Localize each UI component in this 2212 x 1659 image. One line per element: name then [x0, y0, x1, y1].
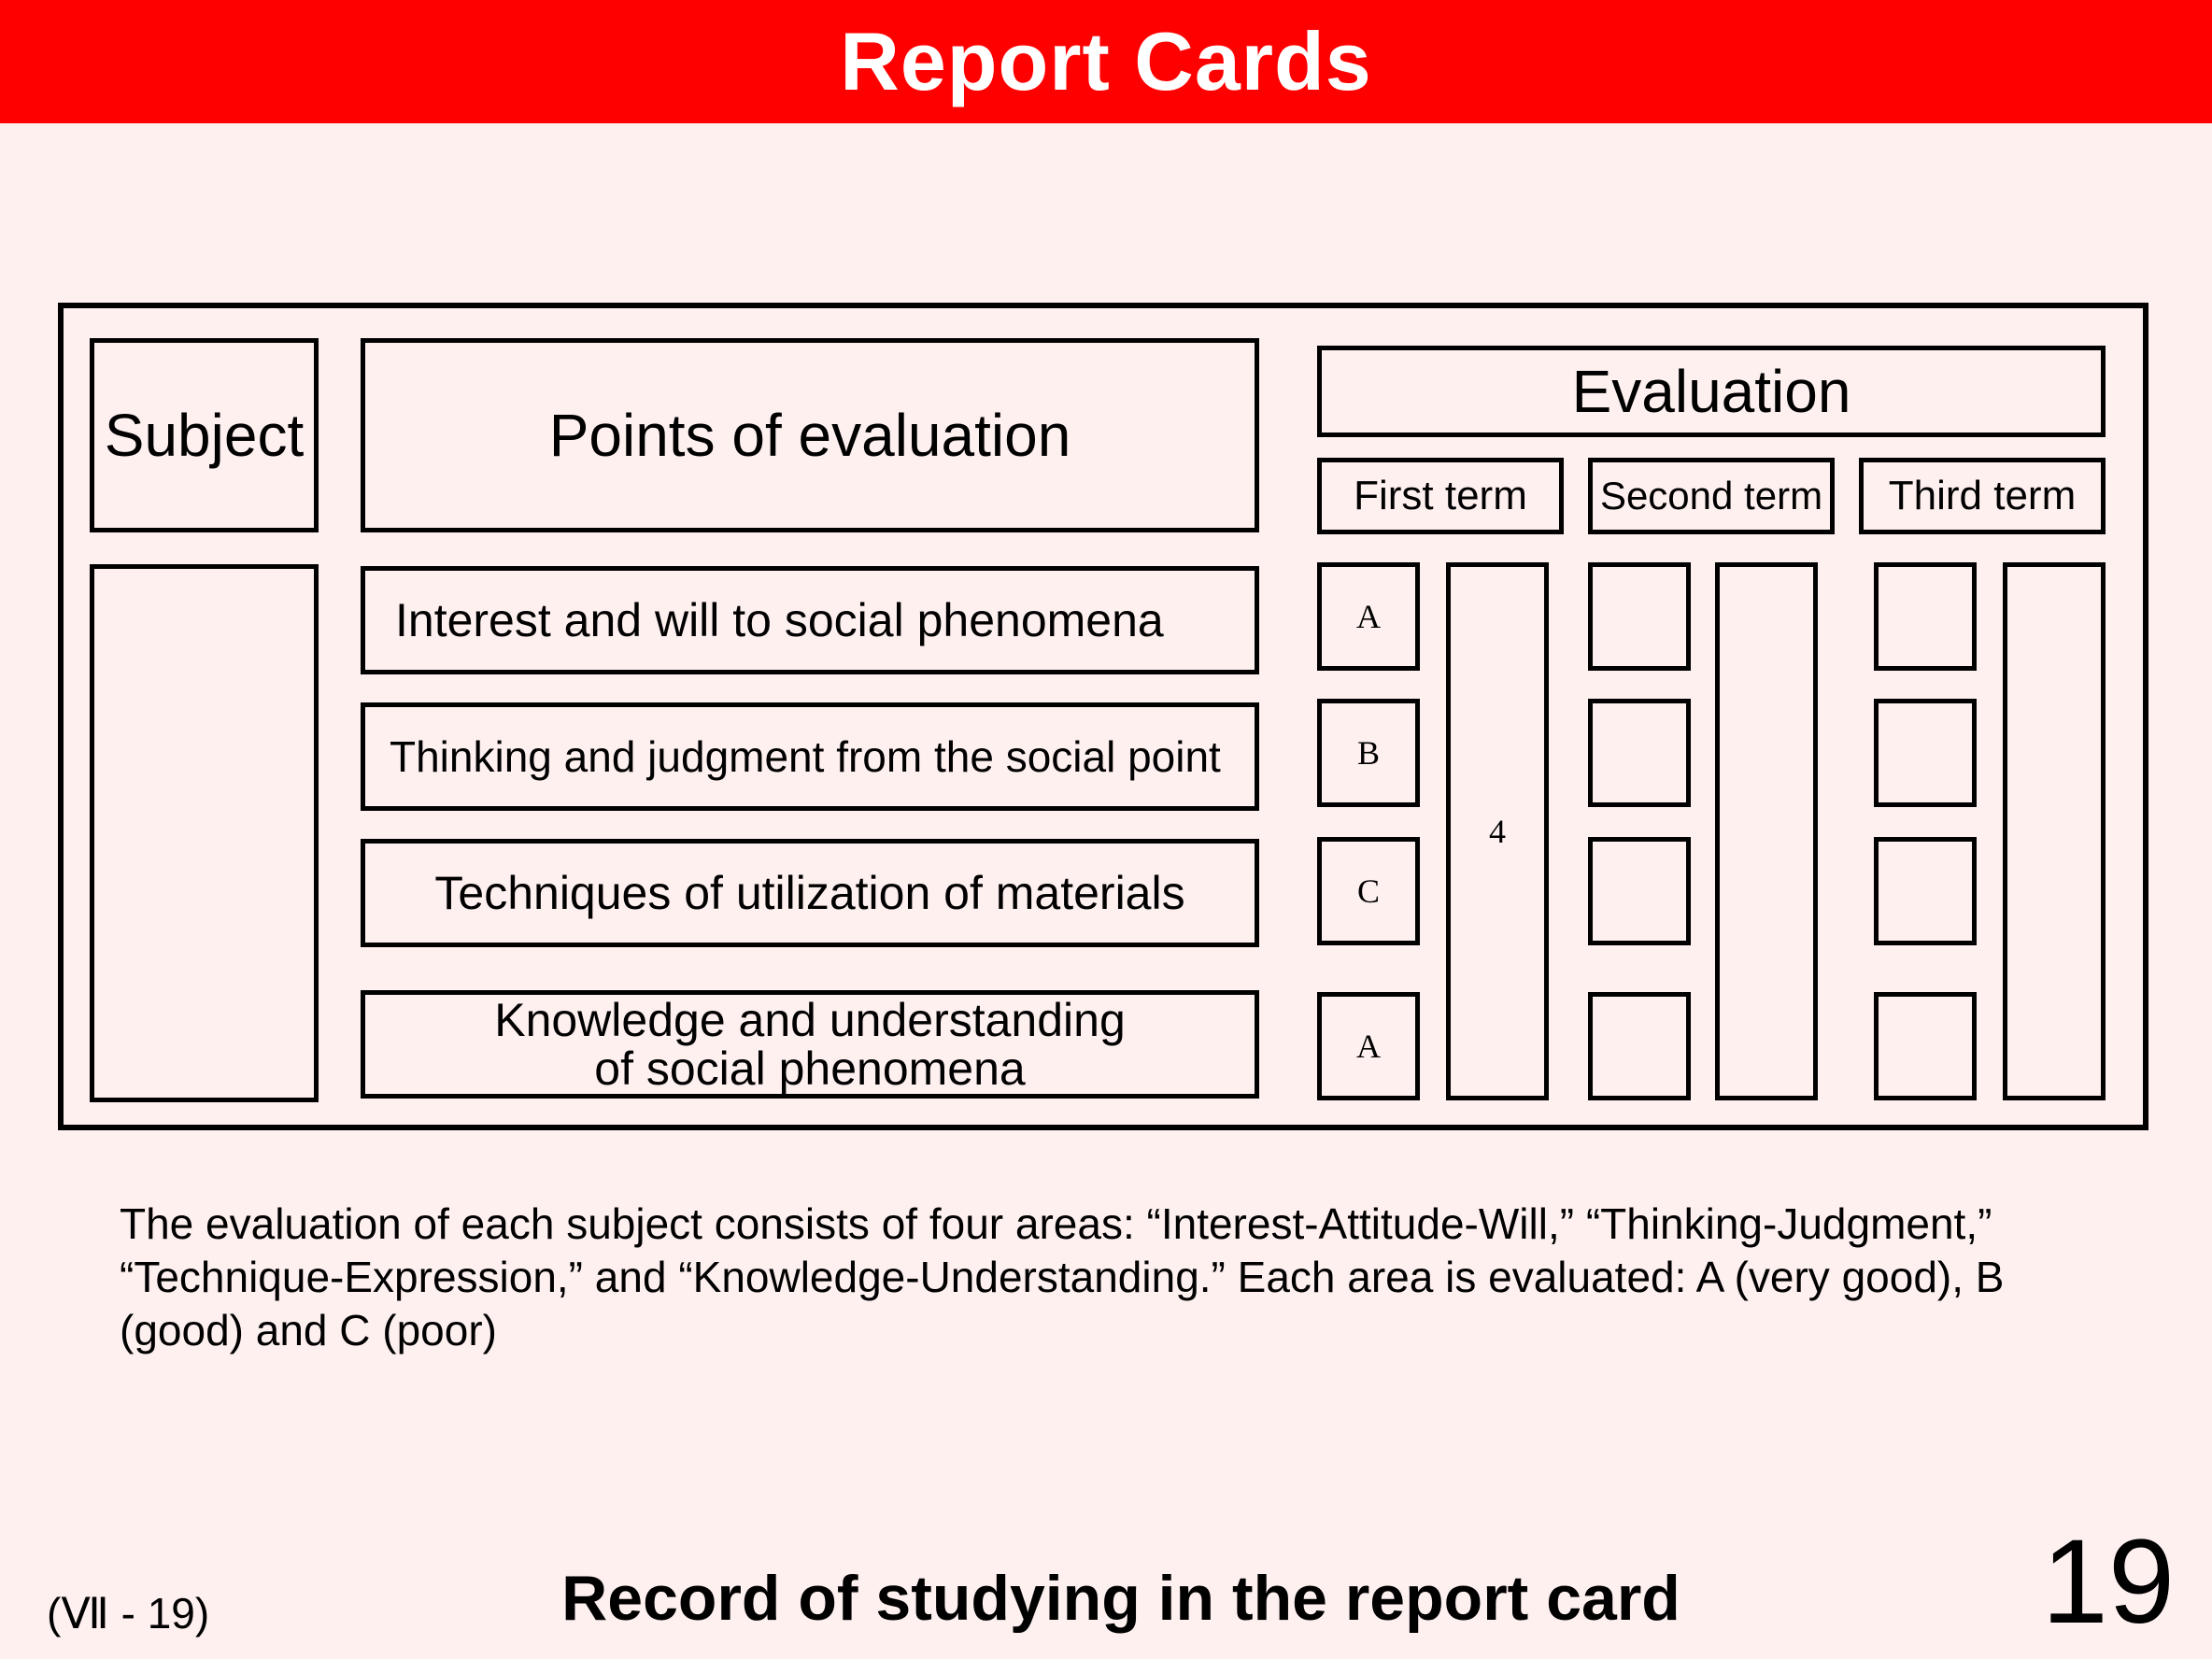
point-row-techniques: [361, 839, 1259, 947]
point-label: Techniques of utilization of materials: [434, 867, 1185, 919]
second-term-grade-cell: [1588, 837, 1691, 945]
second-term-overall-cell: [1715, 562, 1818, 1100]
third-term-grade-cell: [1874, 699, 1977, 807]
first-term-grade-cell: [1317, 992, 1420, 1100]
evaluation-header-label: Evaluation: [1571, 358, 1851, 425]
first-term-label: First term: [1354, 473, 1527, 518]
grade-value: C: [1356, 872, 1380, 910]
grade-value: A: [1356, 598, 1381, 635]
point-row-interest: [361, 566, 1259, 674]
point-label: Knowledge and understanding of social phenomena: [494, 994, 1126, 1095]
first-term-grade-cell: [1317, 837, 1420, 945]
subject-header-label: Subject: [104, 402, 305, 469]
first-term-header: [1317, 458, 1564, 534]
slide-code: (Ⅶ - 19): [47, 1589, 210, 1638]
page-number: 19: [2041, 1515, 2175, 1649]
third-term-header: [1859, 458, 2106, 534]
first-term-grade-cell: [1317, 699, 1420, 807]
overall-value: 4: [1489, 813, 1506, 850]
slide-footer-title: Record of studying in the report card: [561, 1563, 1680, 1634]
point-label: Thinking and judgment from the social point: [390, 732, 1221, 781]
title-banner: [0, 0, 2212, 123]
explanation-text: The evaluation of each subject consists of four areas: “Interest-Attitude-Will,” “Thinking-Judgment,” “Technique-Expression,” and “Knowledge-Understanding.” Each area is evaluated: A (very good), B (good) and C (poor): [120, 1199, 2005, 1354]
points-header-label: Points of evaluation: [548, 402, 1071, 469]
point-row-thinking: [361, 702, 1259, 811]
second-term-grade-cell: [1588, 562, 1691, 671]
third-term-label: Third term: [1888, 473, 2077, 518]
first-term-grade-cell: [1317, 562, 1420, 671]
second-term-grade-cell: [1588, 992, 1691, 1100]
second-term-label: Second term: [1599, 474, 1823, 518]
point-label: Interest and will to social phenomena: [395, 594, 1164, 646]
grade-value: B: [1356, 734, 1380, 772]
evaluation-header: [1317, 346, 2106, 437]
subject-header: [90, 338, 319, 532]
page-title: Report Cards: [840, 15, 1372, 107]
grade-value: A: [1356, 1028, 1381, 1065]
third-term-overall-cell: [2003, 562, 2106, 1100]
first-term-overall-cell: [1446, 562, 1549, 1100]
second-term-grade-cell: [1588, 699, 1691, 807]
point-row-knowledge: [361, 990, 1259, 1099]
points-header: [361, 338, 1259, 532]
subject-cell: [90, 564, 319, 1102]
third-term-grade-cell: [1874, 992, 1977, 1100]
third-term-grade-cell: [1874, 562, 1977, 671]
third-term-grade-cell: [1874, 837, 1977, 945]
second-term-header: [1588, 458, 1835, 534]
